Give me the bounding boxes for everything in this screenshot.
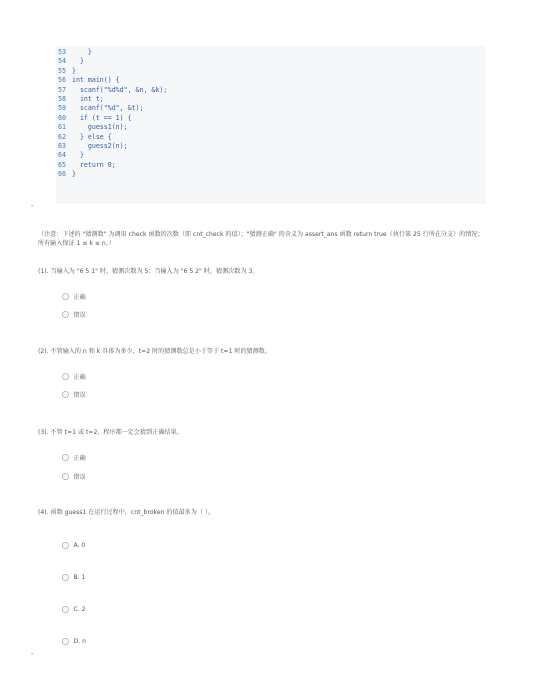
code-line: 54 } bbox=[58, 57, 84, 66]
code-block bbox=[56, 46, 486, 204]
question-1: (1). 当输入为 "6 5 1" 时，猜测次数为 5；当输入为 "6 5 2" 时，猜测次数为 3。 bbox=[38, 268, 259, 275]
q4-option-d[interactable]: D. n bbox=[62, 638, 86, 645]
q3-option-false[interactable]: 错误 bbox=[62, 472, 86, 481]
radio-button-icon[interactable] bbox=[62, 638, 69, 645]
code-line: 62 } else { bbox=[58, 132, 112, 141]
radio-button-icon[interactable] bbox=[62, 391, 69, 398]
code-line: 56 int main() { bbox=[58, 76, 120, 85]
radio-button-icon[interactable] bbox=[62, 373, 69, 380]
q4-option-b[interactable]: B. 1 bbox=[62, 574, 85, 581]
question-2: (2). 不管输入的 n 和 k 具体为多少，t=2 时的猜测数总是小于等于 t=1 时的猜测数。 bbox=[38, 348, 271, 355]
code-line: 53 } bbox=[58, 48, 92, 56]
code-line: 58 int t; bbox=[58, 94, 104, 103]
code-line: 60 if (t == 1) { bbox=[58, 113, 132, 122]
code-line: 59 scanf("%d", &t); bbox=[58, 104, 144, 113]
radio-button-icon[interactable] bbox=[62, 473, 69, 480]
q2-option-true[interactable]: 正确 bbox=[62, 372, 86, 381]
code-line: 61 guess1(n); bbox=[58, 123, 128, 132]
q4-option-a[interactable]: A. 0 bbox=[62, 542, 85, 549]
q2-option-false[interactable]: 错误 bbox=[62, 390, 86, 399]
question-3: (3). 不管 t=1 或 t=2，程序都一定会猜到正确结果。 bbox=[38, 429, 183, 436]
radio-button-icon[interactable] bbox=[62, 542, 69, 549]
code-line: 66 } bbox=[58, 170, 76, 179]
q1-option-true[interactable]: 正确 bbox=[62, 292, 86, 301]
note-text: （注意：下述的 "猜测数" 为调用 check 函数的次数（即 cnt_check 的值）；"猜测正确" 的含义为 assert_ans 函数 return true（执行第 25 行所在分支）的情况；所有输入保证 1 ≤ k ≤ n。） bbox=[38, 231, 484, 248]
q4-option-c[interactable]: C. 2 bbox=[62, 606, 86, 613]
separator-top: - bbox=[31, 202, 34, 210]
q1-option-false[interactable]: 错误 bbox=[62, 310, 86, 319]
code-line: 63 guess2(n); bbox=[58, 141, 128, 150]
code-line: 55 } bbox=[58, 66, 76, 75]
radio-button-icon[interactable] bbox=[62, 293, 69, 300]
radio-button-icon[interactable] bbox=[62, 454, 69, 461]
radio-button-icon[interactable] bbox=[62, 606, 69, 613]
code-line: 57 scanf("%d%d", &n, &k); bbox=[58, 85, 168, 94]
radio-button-icon[interactable] bbox=[62, 574, 69, 581]
q3-option-true[interactable]: 正确 bbox=[62, 453, 86, 462]
code-line: 64 } bbox=[58, 151, 84, 160]
code-line: 65 return 0; bbox=[58, 160, 116, 169]
radio-button-icon[interactable] bbox=[62, 311, 69, 318]
question-4: (4). 函数 guess1 在运行过程中，cnt_broken 的值最多为（ ）。 bbox=[38, 509, 215, 516]
separator-bottom: - bbox=[31, 650, 34, 658]
